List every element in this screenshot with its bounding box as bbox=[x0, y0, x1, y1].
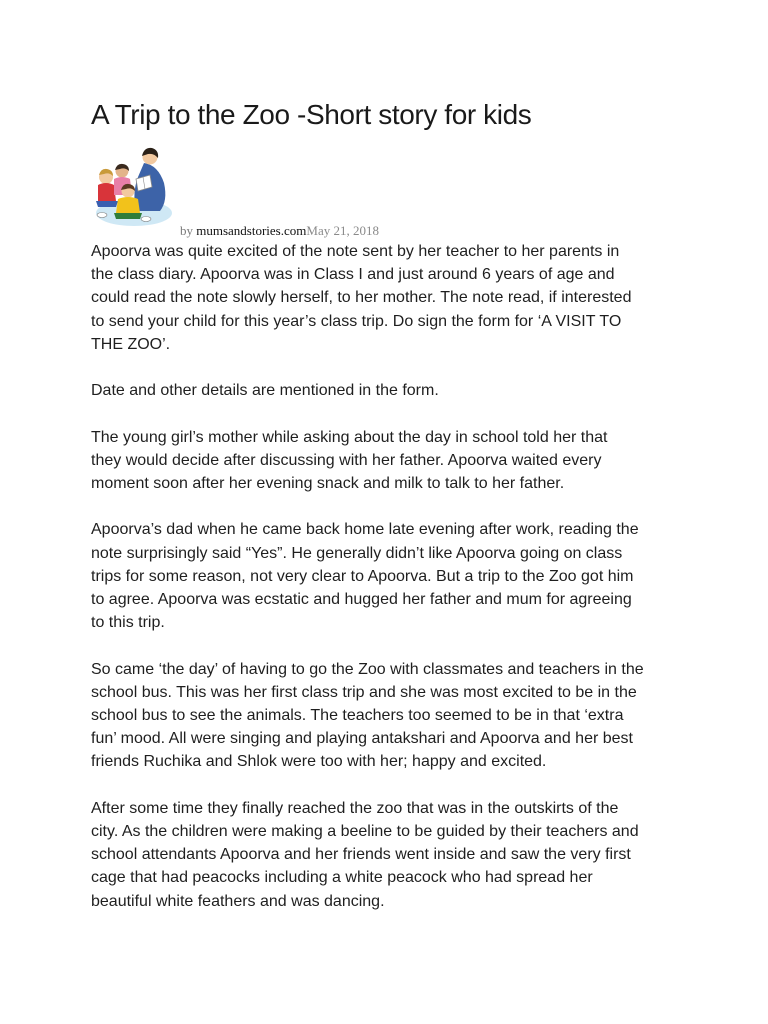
text-line: school attendants Apoorva and her friends went inside and saw the very first bbox=[91, 846, 631, 864]
text-line: cage that had peacocks including a white peacock who had spread her bbox=[91, 869, 593, 887]
byline bbox=[180, 223, 379, 239]
article-body bbox=[91, 240, 691, 936]
text-line: note surprisingly said “Yes”. He generally didn’t like Apoorva going on class bbox=[91, 544, 623, 562]
text-line: trips for some reason, not very clear to Apoorva. But a trip to the Zoo got him bbox=[91, 567, 634, 585]
text-line: to this trip. bbox=[91, 614, 165, 632]
text-line: THE ZOO’. bbox=[91, 335, 171, 353]
paragraph bbox=[91, 658, 691, 774]
text-line: the class diary. Apoorva was in Class I and just around 6 years of age and bbox=[91, 266, 615, 284]
article-title: A Trip to the Zoo -Short story for kids bbox=[91, 99, 532, 130]
text-line: Apoorva’s dad when he came back home late evening after work, reading the bbox=[91, 521, 639, 539]
text-line: school bus. This was her first class trip and she was most excited to be in the bbox=[91, 683, 637, 701]
paragraph bbox=[91, 797, 691, 913]
text-line: school bus to see the animals. The teachers too seemed to be in that ‘extra bbox=[91, 707, 624, 724]
text-line: beautiful white feathers and was dancing. bbox=[91, 892, 385, 910]
text-line: friends Ruchika and Shlok were too with her; happy and excited. bbox=[91, 753, 547, 771]
text-line: moment soon after her evening snack and milk to talk to her father. bbox=[91, 475, 565, 492]
text-line: to agree. Apoorva was ecstatic and hugged her father and mum for agreeing bbox=[91, 591, 632, 608]
text-line: Apoorva was quite excited of the note sent by her teacher to her parents in bbox=[91, 243, 620, 260]
text-line: Date and other details are mentioned in the form. bbox=[91, 382, 439, 400]
text-line: to send your child for this year’s class trip. Do sign the form for ‘A VISIT TO bbox=[91, 312, 622, 330]
text-line: The young girl’s mother while asking about the day in school told her that bbox=[91, 428, 608, 446]
publish-date: May 21, 2018 bbox=[306, 223, 379, 238]
text-line: could read the note slowly herself, to her mother. The note read, if interested bbox=[91, 289, 632, 307]
paragraph bbox=[91, 426, 691, 496]
text-line: they would decide after discussing with her father. Apoorva waited every bbox=[91, 451, 602, 469]
author-link[interactable]: mumsandstories.com bbox=[196, 223, 307, 238]
text-line: city. As the children were making a beeline to be guided by their teachers and bbox=[91, 823, 639, 840]
text-line: fun’ mood. All were singing and playing antakshari and Apoorva and her best bbox=[91, 730, 633, 748]
byline-prefix: by bbox=[180, 223, 197, 238]
paragraph bbox=[91, 518, 691, 634]
text-line: So came ‘the day’ of having to go the Zoo with classmates and teachers in the bbox=[91, 660, 644, 678]
paragraph bbox=[91, 240, 691, 356]
text-line: After some time they finally reached the zoo that was in the outskirts of the bbox=[91, 799, 619, 817]
paragraph bbox=[91, 379, 691, 402]
story-thumbnail-image bbox=[92, 143, 180, 231]
